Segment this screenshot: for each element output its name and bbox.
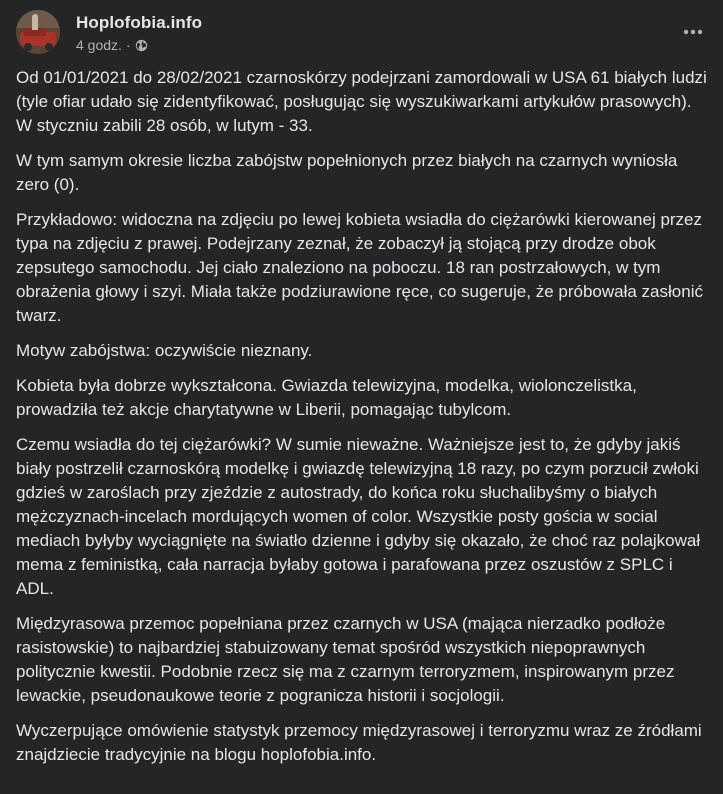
post-timestamp[interactable]: 4 godz. xyxy=(76,37,122,53)
page-avatar[interactable] xyxy=(16,10,60,54)
post-paragraph: Międzyrasowa przemoc popełniana przez czarnych w USA (mająca nierzadko podłoże rasistowskie) to najbardziej stabuizowany temat spośród wszystkich niepoprawnych politycznie kwestii. Podobnie rzecz się ma z czarnym terroryzmem, inspirowanym przez lewackie, pseudonaukowe teorie z pogranicza historii i socjologii. xyxy=(16,614,675,705)
post-paragraph: W tym samym okresie liczba zabójstw popełnionych przez białych na czarnych wyniosła zero (0). xyxy=(16,151,678,194)
post-paragraph: Od 01/01/2021 do 28/02/2021 czarnoskórzy podejrzani zamordowali w USA 61 białych ludzi (tyle ofiar udało się zidentyfikować, posługując się wyszukiwarkami artykułów prasowych). W styczniu zabili 28 osób, w lutym - 33. xyxy=(16,68,707,135)
post-meta xyxy=(76,37,148,53)
meta-separator: · xyxy=(125,37,131,53)
post-text xyxy=(16,66,711,778)
post-paragraph: Motyw zabójstwa: oczywiście nieznany. xyxy=(16,341,313,360)
globe-icon[interactable] xyxy=(135,39,148,52)
more-options-button[interactable] xyxy=(675,14,711,50)
page-name-link[interactable]: Hoplofobia.info xyxy=(76,13,203,32)
more-dots-icon xyxy=(683,29,703,35)
post-paragraph: Czemu wsiadła do tej ciężarówki? W sumie nieważne. Ważniejsze jest to, że gdyby jakiś biały postrzelił czarnoskórą modelkę i gwiazdę telewizyjną 18 razy, po czym porzucił zwłoki gdzieś w zaroślach przy zjeździe z autostrady, do końca roku słuchalibyśmy o białych mężczyznach-incelach mordujących women of color. Wszystkie posty gościa w social mediach byłyby wyciągnięte na światło dzienne i gdyby się okazało, że choć raz polajkował mema z feministką, cała narracja byłaby gotowa i parafowana przez oszustów z SPLC i ADL. xyxy=(16,435,701,598)
post-paragraph: Kobieta była dobrze wykształcona. Gwiazda telewizyjna, modelka, wiolonczelistka, prowadziła też akcje charytatywne w Liberii, pomagając tubylcom. xyxy=(16,376,637,419)
post-header xyxy=(16,8,707,68)
post-paragraph: Przykładowo: widoczna na zdjęciu po lewej kobieta wsiadła do ciężarówki kierowanej przez typa na zdjęciu z prawej. Podejrzany zeznał, że zobaczył ją stojącą przy drodze obok zepsutego samochodu. Jej ciało znaleziono na poboczu. 18 ran postrzałowych, w tym obrażenia głowy i szyi. Miała także podziurawione ręce, co sugeruje, że próbowała zasłonić twarz. xyxy=(16,210,703,325)
post-paragraph: Wyczerpujące omówienie statystyk przemocy międzyrasowej i terroryzmu wraz ze źródłami znajdziecie tradycyjnie na blogu hoplofobia.info. xyxy=(16,721,702,764)
